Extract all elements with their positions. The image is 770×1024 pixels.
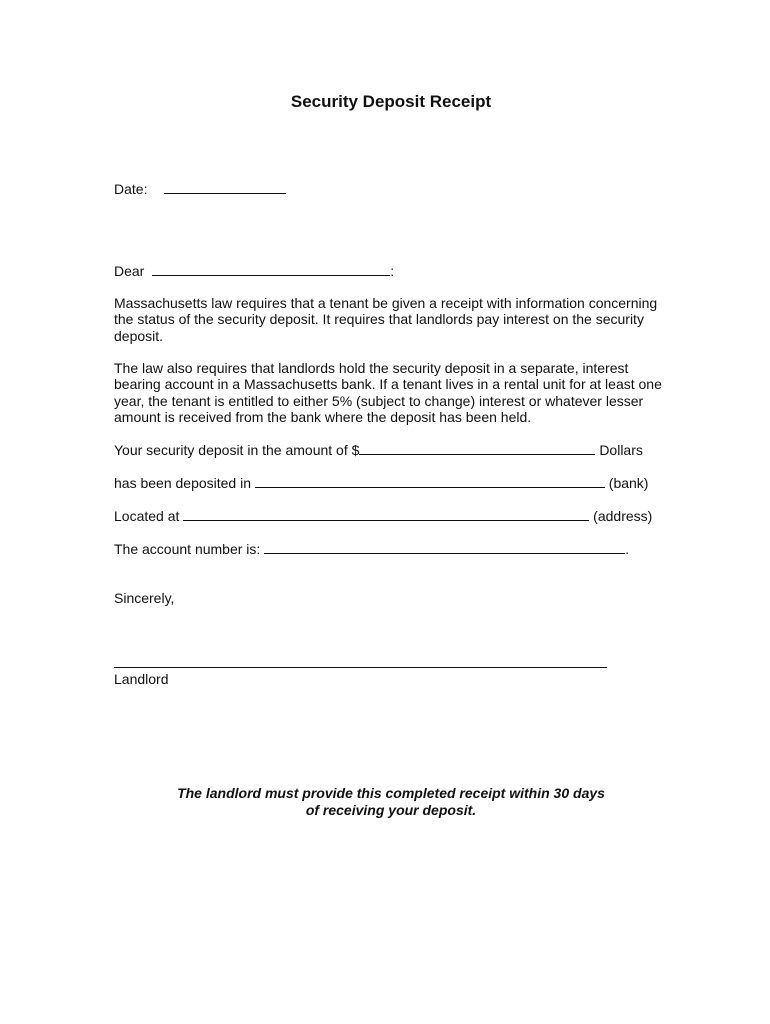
paragraph-line: Massachusetts law requires that a tenant be given a receipt with information concerning [114,295,658,311]
amount-row [114,441,643,458]
tenant-name-field[interactable] [152,262,390,276]
account-suffix: . [625,541,630,557]
footer-line: of receiving your deposit. [305,801,477,818]
account-number-field[interactable] [264,540,625,554]
location-suffix: (address) [593,508,653,524]
paragraph-line: the status of the security deposit. It requires that landlords pay interest on the security [114,311,644,328]
paragraph-line: The law also requires that landlords hold the security deposit in a separate, interest [114,360,629,376]
date-row [114,180,286,197]
signature-line[interactable] [114,667,607,668]
closing: Sincerely, [114,590,175,606]
bank-address-field[interactable] [183,507,589,521]
amount-suffix: Dollars [599,442,643,458]
document-title: Security Deposit Receipt [290,92,492,111]
paragraph-line: deposit. [114,327,164,344]
footer-line: The landlord must provide this completed receipt within 30 days [177,785,605,801]
salutation-label: Dear [114,263,145,279]
paragraph-line: amount is received from the bank where the deposit has been held. [114,409,532,426]
salutation-row [114,262,394,279]
date-label: Date: [114,181,148,197]
law-paragraph-2 [114,360,666,426]
signature-label: Landlord [114,671,169,687]
bank-label: has been deposited in [114,475,251,491]
bank-name-field[interactable] [255,474,605,488]
deposit-amount-field[interactable] [359,441,595,455]
footer-note [0,785,770,818]
location-label: Located at [114,508,180,524]
bank-suffix: (bank) [608,475,649,491]
law-paragraph-1 [114,295,666,344]
bank-row [114,474,648,491]
account-label: The account number is: [114,541,261,557]
account-row [114,540,629,557]
salutation-colon: : [390,263,395,279]
date-field[interactable] [164,180,286,194]
amount-label: Your security deposit in the amount of $ [114,442,360,458]
location-row [114,507,652,524]
paragraph-line: year, the tenant is entitled to either 5% (subject to change) interest or whatever lesser [114,392,644,409]
paragraph-line: bearing account in a Massachusetts bank. If a tenant lives in a rental unit for at least one [114,376,662,393]
